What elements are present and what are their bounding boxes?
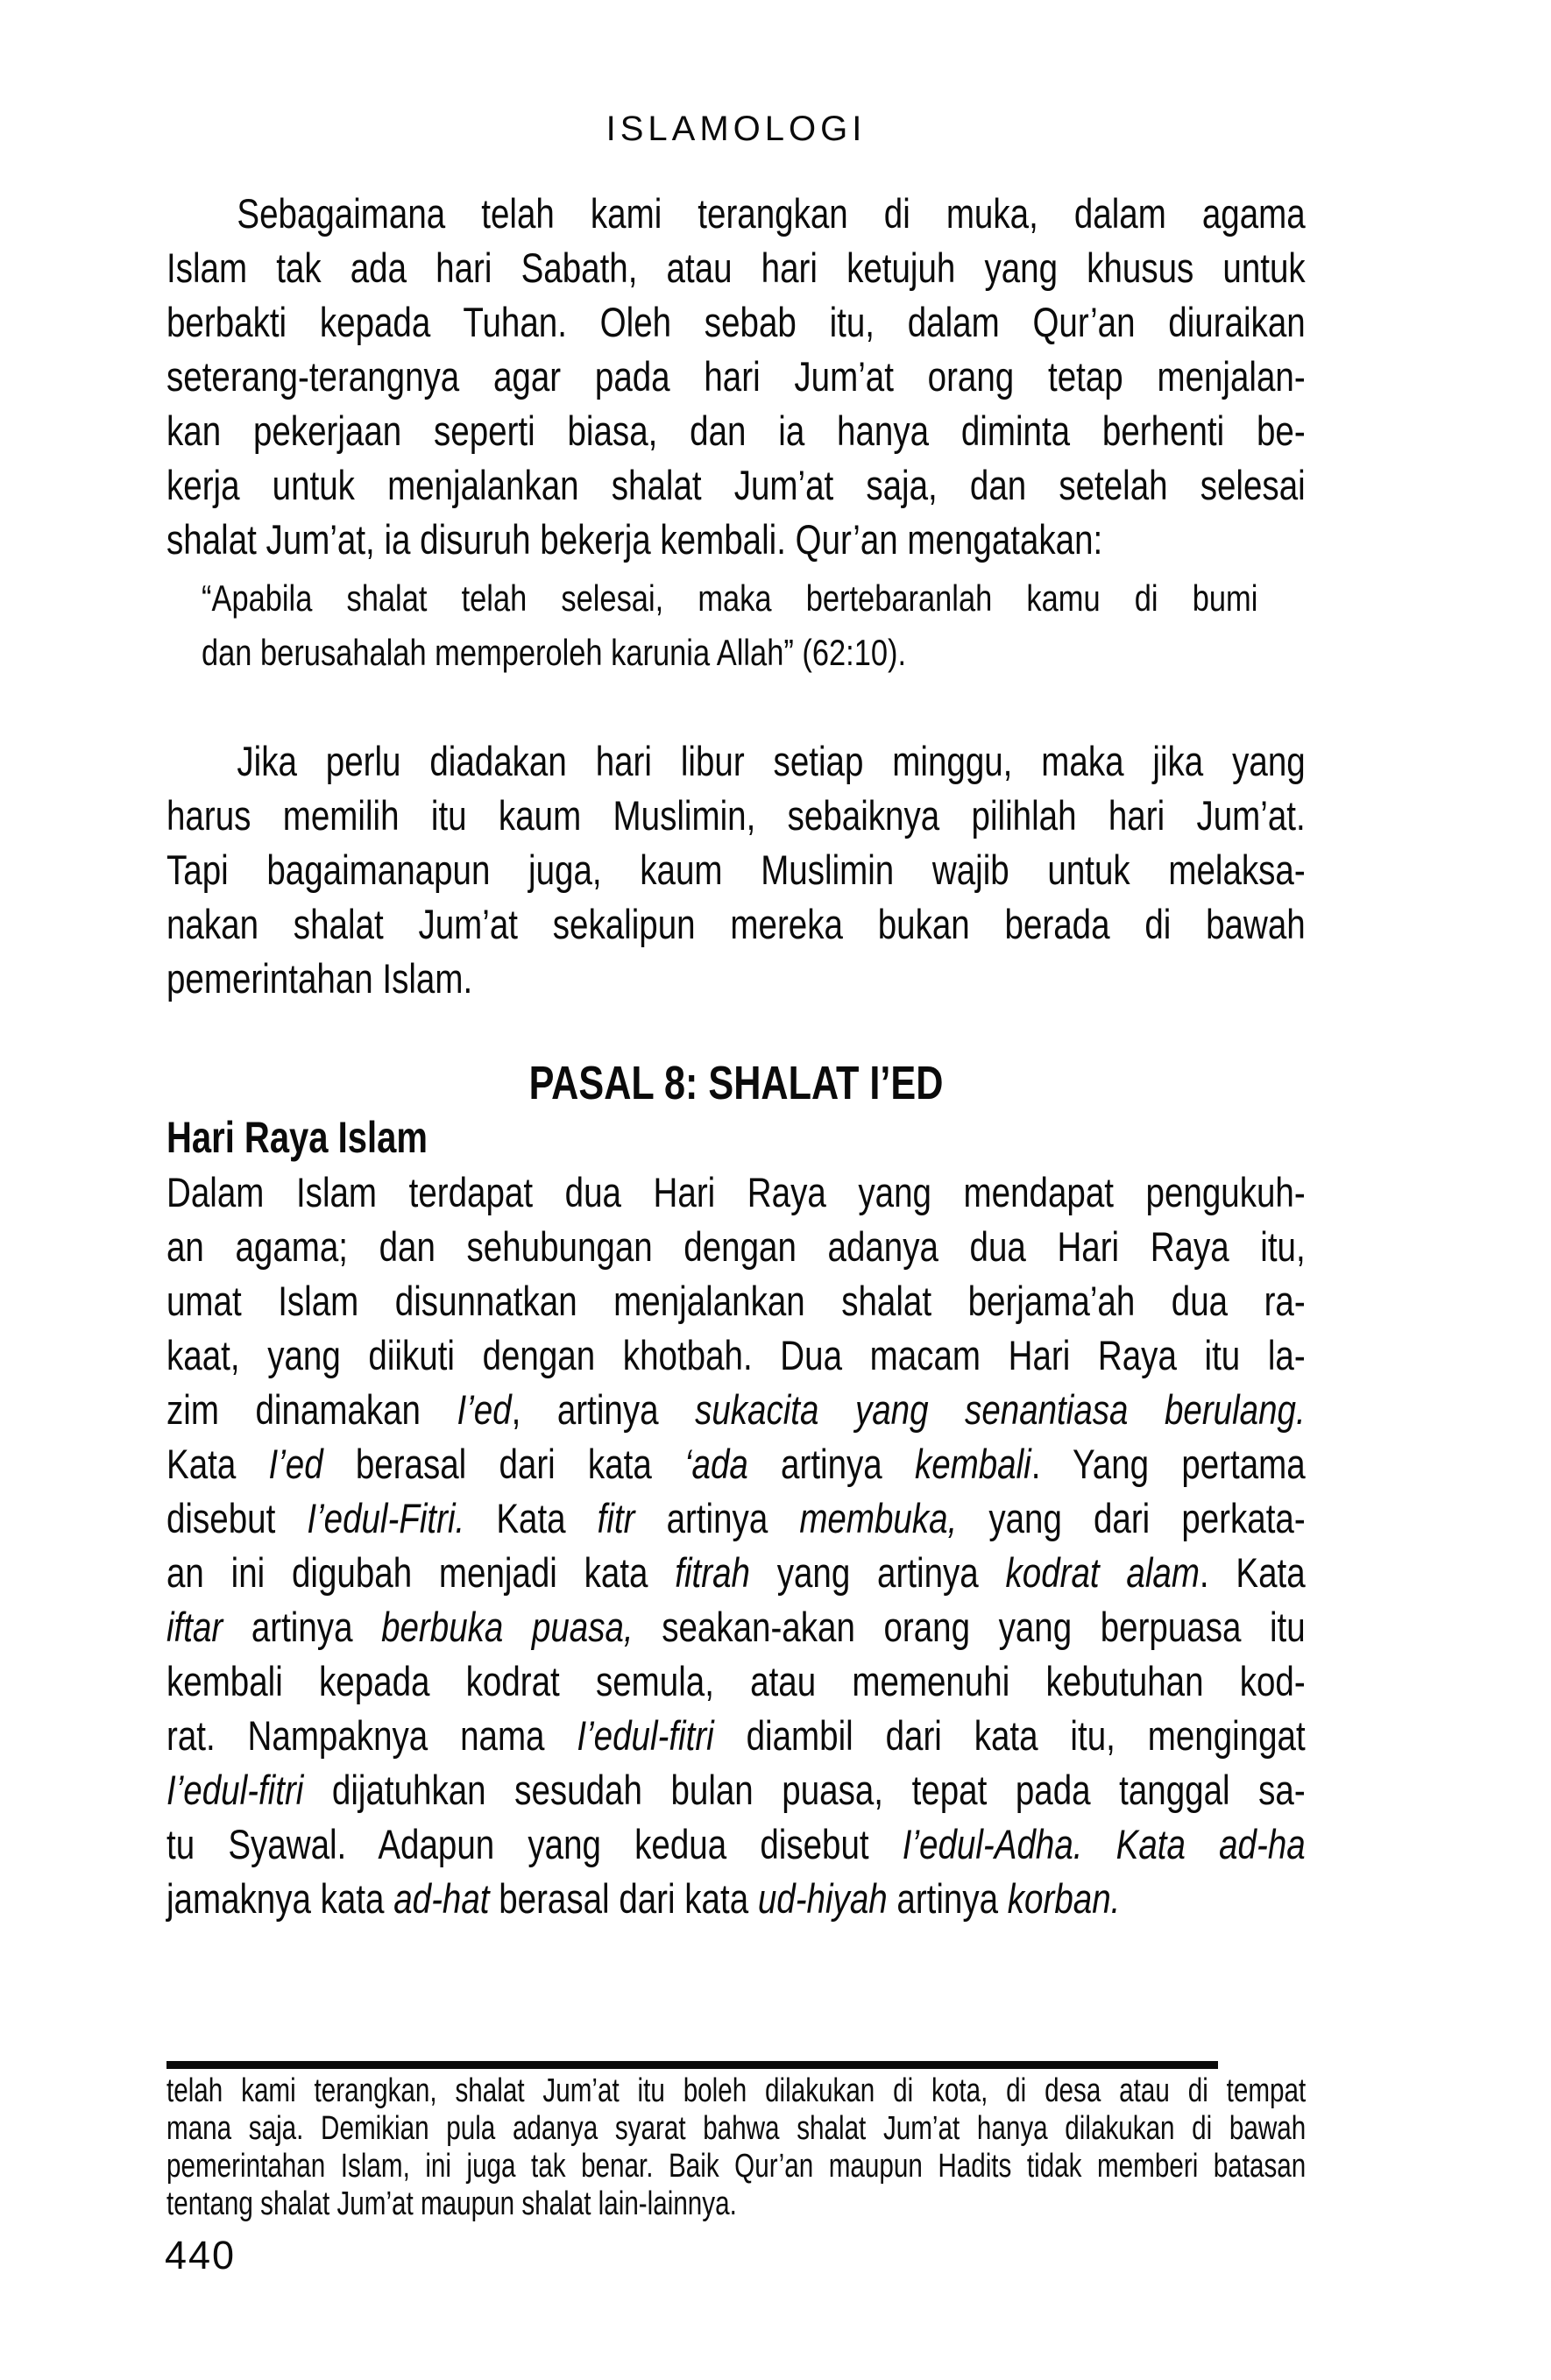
text-line: pemerintahan Islam, ini juga tak benar. Baik Qur’an maupun Hadits tidak memberi batasan xyxy=(166,2148,1307,2185)
text-line: umat Islam disunnatkan menjalankan shalat berjama’ah dua ra- xyxy=(166,1278,1306,1324)
text-line: tu Syawal. Adapun yang kedua disebut I’edul-Adha. Kata ad-ha xyxy=(166,1821,1306,1867)
text-line: I’edul-fitri dijatuhkan sesudah bulan puasa, tepat pada tanggal sa- xyxy=(166,1767,1306,1813)
section-heading: PASAL 8: SHALAT I’ED xyxy=(528,1057,944,1109)
text-line: nakan shalat Jum’at sekalipun mereka bukan berada di bawah xyxy=(166,901,1306,947)
text-line: Tapi bagaimanapun juga, kaum Muslimin wajib untuk melaksa- xyxy=(166,846,1306,893)
text-line: Jika perlu diadakan hari libur setiap minggu, maka jika yang xyxy=(237,738,1306,784)
text-line: kan pekerjaan seperti biasa, dan ia hanya diminta berhenti be- xyxy=(166,407,1306,454)
text-line: dan berusahalah memperoleh karunia Allah” (62:10). xyxy=(202,632,907,673)
text-line: tentang shalat Jum’at maupun shalat lain-lainnya. xyxy=(166,2185,737,2222)
text-line: telah kami terangkan, shalat Jum’at itu boleh dilakukan di kota, di desa atau di tempat xyxy=(166,2072,1307,2109)
text-line: kerja untuk menjalankan shalat Jum’at saja, dan setelah selesai xyxy=(166,462,1306,508)
text-line: Kata I’ed berasal dari kata ‘ada artinya kembali. Yang pertama xyxy=(166,1441,1306,1487)
footnote-separator-rule xyxy=(166,2061,1218,2069)
text-line: an agama; dan sehubungan dengan adanya dua Hari Raya itu, xyxy=(166,1223,1306,1270)
text-line: shalat Jum’at, ia disuruh bekerja kembali. Qur’an mengatakan: xyxy=(166,516,1103,563)
text-line: zim dinamakan I’ed, artinya sukacita yang senantiasa berulang. xyxy=(166,1386,1306,1433)
text-line: an ini digubah menjadi kata fitrah yang artinya kodrat alam. Kata xyxy=(166,1549,1306,1596)
text-line: disebut I’edul-Fitri. Kata fitr artinya membuka, yang dari perkata- xyxy=(166,1495,1306,1541)
text-line: seterang-terangnya agar pada hari Jum’at orang tetap menjalan- xyxy=(166,353,1306,400)
text-line: kaat, yang diikuti dengan khotbah. Dua macam Hari Raya itu la- xyxy=(166,1332,1306,1378)
text-line: iftar artinya berbuka puasa, seakan-akan orang yang berpuasa itu xyxy=(166,1604,1306,1650)
quran-quote xyxy=(202,571,1257,680)
text-line: kembali kepada kodrat semula, atau memenuhi kebutuhan kod- xyxy=(166,1658,1306,1704)
paragraph-3 xyxy=(166,1165,1306,1926)
page-header-title: ISLAMOLOGI xyxy=(606,110,867,148)
text-line: berbakti kepada Tuhan. Oleh sebab itu, dalam Qur’an diuraikan xyxy=(166,299,1306,345)
text-line: mana saja. Demikian pula adanya syarat bahwa shalat Jum’at hanya dilakukan di bawah xyxy=(166,2110,1307,2147)
paragraph-1 xyxy=(166,187,1306,567)
page-number: 440 xyxy=(165,2233,237,2277)
text-line: “Apabila shalat telah selesai, maka bertebaranlah kamu di bumi xyxy=(202,577,1258,619)
text-line: harus memilih itu kaum Muslimin, sebaiknya pilihlah hari Jum’at. xyxy=(166,792,1306,839)
text-line: Sebagaimana telah kami terangkan di muka, dalam agama xyxy=(237,190,1306,237)
text-line: Islam tak ada hari Sabath, atau hari ketujuh yang khusus untuk xyxy=(166,244,1306,291)
text-line: jamaknya kata ad-hat berasal dari kata ud-hiyah artinya korban. xyxy=(166,1875,1121,1922)
text-line: Dalam Islam terdapat dua Hari Raya yang mendapat pengukuh- xyxy=(166,1169,1306,1215)
text-line: pemerintahan Islam. xyxy=(166,955,473,1002)
text-line: rat. Nampaknya nama I’edul-fitri diambil dari kata itu, mengingat xyxy=(166,1712,1306,1759)
footnote xyxy=(166,2072,1306,2223)
subheading-hari-raya-islam: Hari Raya Islam xyxy=(166,1113,428,1162)
paragraph-2 xyxy=(166,734,1306,1006)
